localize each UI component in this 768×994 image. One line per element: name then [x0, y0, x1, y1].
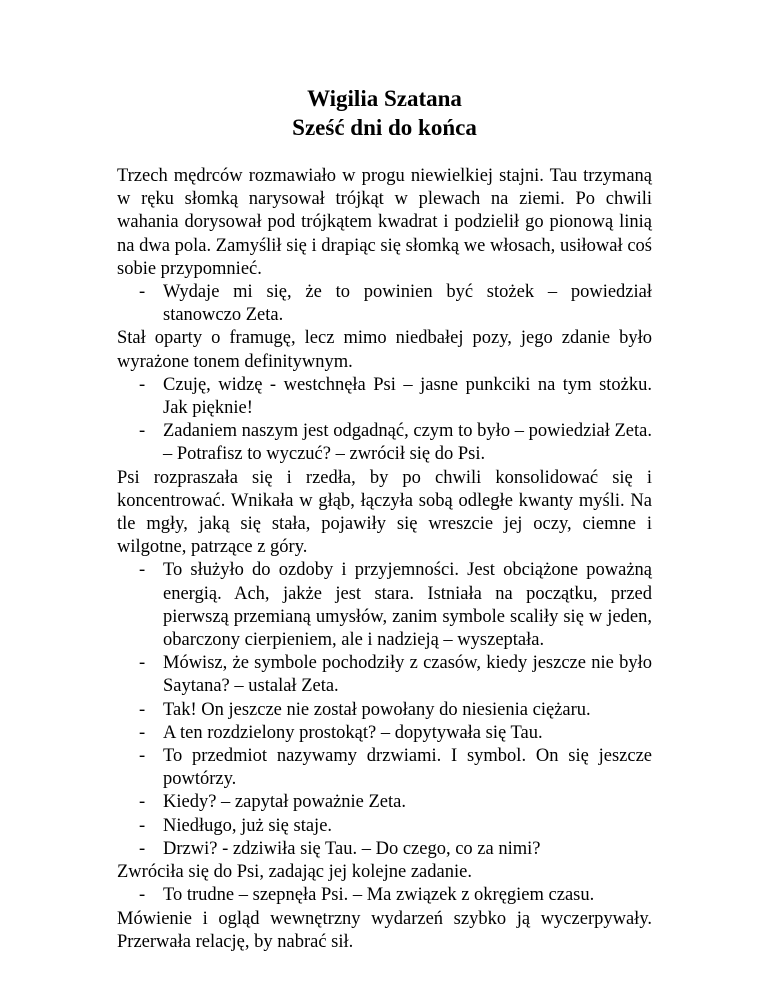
- dialogue-line: [117, 815, 652, 838]
- dialogue-text: Wydaje mi się, że to powinien być stożek – powiedział stanowczo Zeta.: [163, 282, 652, 326]
- dash-marker: -: [139, 699, 146, 720]
- dash-marker: -: [139, 421, 146, 442]
- title-block: [117, 84, 652, 142]
- document-subtitle: Sześć dni do końca: [292, 115, 477, 140]
- dialogue-line: [117, 652, 652, 698]
- dialogue-line: [117, 838, 652, 861]
- dialogue-text: A ten rozdzielony prostokąt? – dopytywała się Tau.: [163, 722, 543, 743]
- dash-marker: -: [139, 282, 146, 303]
- document-title: Wigilia Szatana: [307, 86, 462, 111]
- dash-marker: -: [139, 653, 146, 674]
- dialogue-text: To przedmiot nazywamy drzwiami. I symbol. On się jeszcze powtórzy.: [163, 746, 652, 790]
- dash-marker: -: [139, 374, 146, 395]
- dialogue-line: [117, 884, 652, 907]
- paragraph: Trzech mędrców rozmawiało w progu niewielkiej stajni. Tau trzymaną w ręku słomką narysował trójkąt w plewach na ziemi. Po chwili wahania dorysował pod trójkątem kwadrat i podzielił go pionową linią na dwa pola. Zamyślił się i drapiąc się słomką we włosach, usiłował coś sobie przypomnieć.: [117, 166, 652, 279]
- dialogue-line: [117, 281, 652, 327]
- dialogue-text: Kiedy? – zapytał poważnie Zeta.: [163, 792, 406, 813]
- paragraph: Mówienie i ogląd wewnętrzny wydarzeń szybko ją wyczerpywały. Przerwała relację, by nabrać sił.: [117, 908, 652, 952]
- dash-marker: -: [139, 885, 146, 906]
- paragraph: Stał oparty o framugę, lecz mimo niedbałej pozy, jego zdanie było wyrażone tonem definitywnym.: [117, 328, 652, 372]
- dialogue-line: [117, 559, 652, 652]
- dialogue-text: Tak! On jeszcze nie został powołany do niesienia ciężaru.: [163, 699, 591, 720]
- dialogue-text: Drzwi? - zdziwiła się Tau. – Do czego, co za nimi?: [163, 838, 541, 859]
- document-body: [117, 165, 652, 954]
- paragraph: Psi rozpraszała się i rzedła, by po chwili konsolidować się i koncentrować. Wnikała w głąb, łączyła sobą odległe kwanty myśli. Na tle mgły, jaką się stała, pojawiły się wreszcie jej oczy, ciemne i wilgotne, patrzące z góry.: [117, 467, 652, 558]
- dialogue-line: [117, 722, 652, 745]
- dialogue-text: To służyło do ozdoby i przyjemności. Jest obciążone poważną energią. Ach, jakże jest stara. Istniała na początku, przed pierwszą przemianą umysłów, zanim symbole scaliły się w jeden, obarczony cierpieniem, ale i nadzieją – wyszeptała.: [163, 560, 652, 651]
- dialogue-line: [117, 374, 652, 420]
- dialogue-line: [117, 699, 652, 722]
- dash-marker: -: [139, 792, 146, 813]
- dash-marker: -: [139, 746, 146, 767]
- dash-marker: -: [139, 815, 146, 836]
- dialogue-line: [117, 791, 652, 814]
- dialogue-text: Zadaniem naszym jest odgadnąć, czym to było – powiedział Zeta. – Potrafisz to wyczuć? – zwrócił się do Psi.: [163, 421, 652, 465]
- dash-marker: -: [139, 722, 146, 743]
- document-page: [117, 84, 652, 954]
- dialogue-line: [117, 745, 652, 791]
- dialogue-text: Niedługo, już się staje.: [163, 815, 333, 836]
- dialogue-text: To trudne – szepnęła Psi. – Ma związek z okręgiem czasu.: [163, 885, 595, 906]
- dialogue-line: [117, 420, 652, 466]
- dash-marker: -: [139, 838, 146, 859]
- paragraph: Zwróciła się do Psi, zadając jej kolejne zadanie.: [117, 862, 472, 883]
- dialogue-text: Czuję, widzę - westchnęła Psi – jasne punkciki na tym stożku. Jak pięknie!: [163, 374, 652, 419]
- dialogue-text: Mówisz, że symbole pochodziły z czasów, kiedy jeszcze nie było Saytana? – ustalał Zeta.: [163, 653, 652, 697]
- dash-marker: -: [139, 560, 146, 581]
